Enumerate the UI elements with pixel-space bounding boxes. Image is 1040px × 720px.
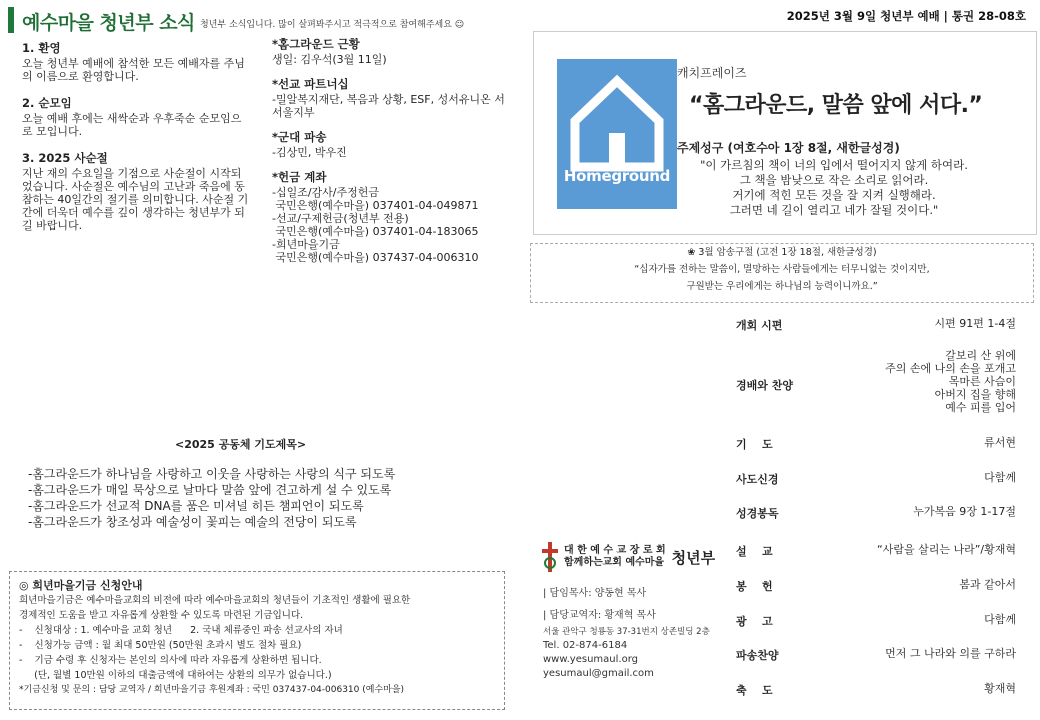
side-column — [272, 38, 512, 276]
church-email[interactable]: yesumaul@gmail.com — [543, 668, 654, 679]
verse-line: 그 책을 밤낮으로 작은 소리로 읽어라. — [739, 173, 929, 187]
fund-line: - 신청대상 : 1. 예수마을 교회 청년 2. 국내 체류중인 파송 선교사의 자녀 — [19, 625, 343, 636]
catchphrase-label: 캐치프레이즈 — [677, 66, 747, 80]
news-column — [22, 42, 250, 246]
fund-line: - 기금 수령 후 신청자는 본인의 의사에 따라 자유롭게 상환하면 됩니다. — [19, 655, 322, 666]
military-body: -김상민, 박우진 — [272, 146, 347, 159]
cross-icon — [540, 541, 560, 573]
homeground-logo — [557, 59, 677, 209]
fund-line: - 신청가능 금액 : 월 최대 50만원 (50만원 초과시 별도 절차 필요) — [19, 640, 302, 651]
fund-line: *기금신청 및 문의 : 담당 교역자 / 희년마을기금 후원계좌 : 국민 037437-04-006310 (예수마을) — [19, 685, 405, 695]
fund-notice-box — [9, 571, 505, 710]
senior-pastor: | 담임목사: 양동현 목사 — [543, 588, 647, 599]
house-icon — [557, 59, 677, 209]
church-tel: Tel. 02-874-6184 — [543, 640, 628, 651]
prayer-item: -홈그라운드가 하나님을 사랑하고 이웃을 사랑하는 사랑의 식구 되도록 — [28, 467, 396, 481]
church-website[interactable]: www.yesumaul.org — [543, 654, 638, 665]
worship-value: 다함께 — [984, 613, 1016, 626]
partnership-title: *선교 파트너십 — [272, 77, 349, 91]
worship-value: 갈보리 산 위에 주의 손에 나의 손을 포개고 목마른 사슴이 아버지 집을 향해 예수 피를 입어 — [885, 349, 1016, 414]
church-logo — [540, 541, 715, 573]
offering-account-line: 국민은행(예수마을) 037401-04-049871 — [272, 199, 479, 212]
worship-key: 사도신경 — [736, 473, 779, 486]
denomination-name: 대 한 예 수 교 장 로 회 — [564, 545, 666, 556]
worship-value: 봄과 같아서 — [959, 578, 1016, 591]
memory-verse-line: “십자가를 전하는 말씀이, 멸망하는 사람들에게는 터무니없는 것이지만, — [634, 264, 930, 275]
worship-key: 봉 헌 — [736, 580, 773, 593]
church-contact — [543, 587, 710, 681]
department-name: 청년부 — [671, 548, 716, 567]
prayer-list — [28, 466, 395, 530]
fund-title: ◎ 희년마을기금 신청안내 — [19, 579, 143, 592]
offering-account-line: -십일조/감사/주정헌금 — [272, 186, 380, 199]
offering-account-line: -선교/구제헌금(청년부 전용) — [272, 212, 409, 225]
prayer-title: <2025 공동체 기도제목> — [175, 438, 307, 451]
page-title: 예수마을 청년부 소식 — [22, 12, 195, 34]
fund-line: 희년마을기금은 예수마을교회의 비전에 따라 예수마을교회의 청년들이 기초적인 생활에 필요한 — [19, 595, 411, 606]
news-item — [22, 152, 250, 232]
memory-verse-line: 구원받는 우리에게는 하나님의 능력이니까요.” — [686, 281, 878, 292]
issue-date: 2025년 3월 9일 청년부 예배 | 통권 28-08호 — [786, 9, 1026, 23]
offering-account-line: -희년마을기금 — [272, 238, 340, 251]
memory-verse-ref: ❀ 3월 암송구절 (고전 1장 18절, 새한글성경) — [687, 247, 877, 258]
news-title: 1. 환영 — [22, 41, 61, 55]
prayer-item: -홈그라운드가 창조성과 예술성이 꽃피는 예술의 전당이 되도록 — [28, 515, 357, 529]
news-body: 오늘 청년부 예배에 참석한 모든 예배자를 주님의 이름으로 환영합니다. — [22, 57, 245, 83]
worship-value: “사람을 살리는 나라”/황재혁 — [877, 543, 1016, 556]
offering-account-title: *헌금 계좌 — [272, 170, 327, 184]
verse-line: 그러면 네 길이 열리고 네가 잘될 것이다." — [729, 203, 939, 217]
worship-value: 누가복음 9장 1-17절 — [913, 505, 1016, 518]
theme-card — [533, 31, 1037, 235]
worship-key: 성경봉독 — [736, 507, 779, 520]
catchphrase: “홈그라운드, 말씀 앞에 서다.” — [689, 93, 983, 118]
homeground-news-body: 생일: 김우석(3월 11일) — [272, 53, 387, 66]
offering-account-line: 국민은행(예수마을) 037401-04-183065 — [272, 225, 479, 238]
verse-line: "이 가르침의 책이 너의 입에서 떨어지지 않게 하여라. — [700, 158, 968, 172]
worship-value: 황재혁 — [984, 682, 1016, 695]
worship-key: 경배와 찬양 — [736, 379, 793, 392]
theme-verse-ref: 주제성구 (여호수아 1장 8절, 새한글성경) — [677, 141, 900, 155]
worship-value: 류서현 — [984, 436, 1016, 449]
fund-line: 경제적인 도움을 받고 자유롭게 상환할 수 있도록 마련된 기금입니다. — [19, 610, 304, 621]
worship-value: 시편 91편 1-4절 — [934, 317, 1016, 330]
fund-line: (단, 월별 10만원 이하의 대출금액에 대하여는 상환의 의무가 없습니다.) — [19, 670, 332, 681]
worship-key: 기 도 — [736, 438, 773, 451]
military-title: *군대 파송 — [272, 130, 327, 144]
church-address: 서울 관악구 청룡동 37-31번지 상존빌딩 2층 — [543, 627, 710, 637]
worship-key: 광 고 — [736, 615, 773, 628]
logo-text: Homeground — [563, 167, 671, 185]
offering-account-line: 국민은행(예수마을) 037437-04-006310 — [272, 251, 479, 264]
news-body: 지난 재의 수요일을 기점으로 사순절이 시작되었습니다. 사순절은 예수님의 고난과 죽음에 동참하는 40일간의 절기를 의미합니다. 사순절 기간에 더욱더 예수를 깊이 생각하는 청년부가 되길 바랍니다. — [22, 167, 249, 232]
worship-key: 파송찬양 — [736, 649, 779, 662]
news-title: 3. 2025 사순절 — [22, 151, 108, 165]
news-body: 오늘 예배 후에는 새싹순과 우후죽순 순모임으로 모입니다. — [22, 112, 242, 138]
church-name: 함께하는교회 예수마을 — [564, 557, 665, 568]
prayer-item: -홈그라운드가 매일 묵상으로 날마다 말씀 앞에 견고하게 설 수 있도록 — [28, 483, 392, 497]
minister: | 담당교역자: 황재혁 목사 — [543, 610, 656, 621]
homeground-news-title: *홈그라운드 근황 — [272, 37, 360, 51]
partnership-body: -밀알복지재단, 복음과 상황, ESF, 성서유니온 서서울지부 — [272, 93, 505, 119]
verse-line: 거기에 적힌 모든 것을 잘 지켜 실행해라. — [732, 188, 936, 202]
news-item — [22, 97, 250, 138]
news-title: 2. 순모임 — [22, 96, 72, 110]
worship-value: 다함께 — [984, 471, 1016, 484]
worship-value: 먼저 그 나라와 의를 구하라 — [885, 647, 1016, 660]
page-subtitle: 청년부 소식입니다. 많이 살펴봐주시고 적극적으로 참여해주세요 ☺ — [200, 20, 465, 30]
memory-verse-box — [530, 243, 1034, 303]
worship-key: 개회 시편 — [736, 319, 783, 332]
worship-key: 축 도 — [736, 684, 773, 697]
header-accent-bar — [8, 7, 14, 33]
prayer-item: -홈그라운드가 선교적 DNA를 품은 미셔널 히든 챔피언이 되도록 — [28, 499, 364, 513]
news-item — [22, 42, 250, 83]
theme-verse — [684, 158, 984, 218]
worship-key: 설 교 — [736, 545, 773, 558]
